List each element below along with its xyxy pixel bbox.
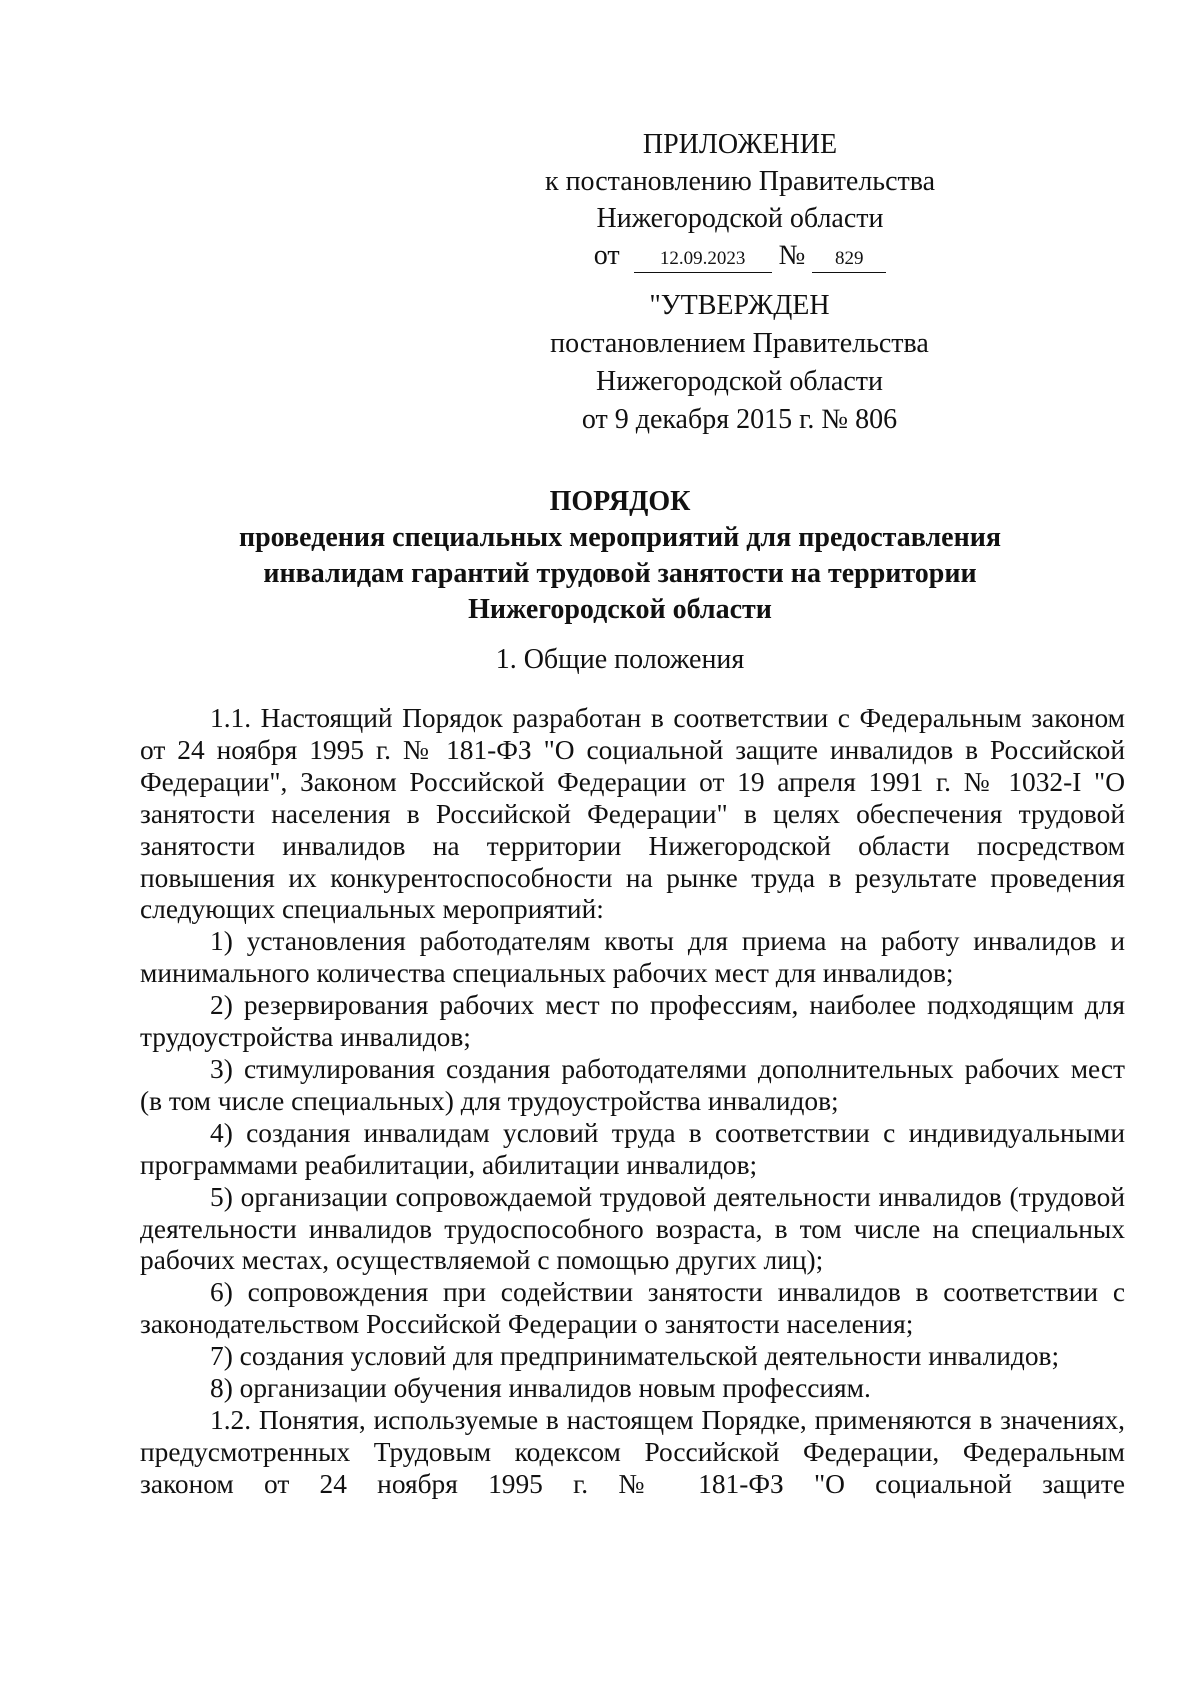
list-item-7: 7) создания условий для предпринимательской деятельности инвалидов;	[210, 1341, 1060, 1372]
title-subtitle-1: проведения специальных мероприятий для предоставления	[238, 522, 1002, 553]
title-subtitle-3: Нижегородской области	[468, 594, 772, 625]
annex-region-line: Нижегородской области	[596, 203, 884, 234]
paragraph-1-1: 1.1. Настоящий Порядок разработан в соответствии с Федеральным законом от 24 ноября 1995 г. № 181-ФЗ "О социальной защите инвалидов в Российской Федерации", Законом Российской Федерации от 19 апреля 1991 г. № 1032-I "О занятости населения в Российской Федерации" в целях обеспечения трудовой занятости инвалидов на территории Нижегородской области посредством повышения их конкурентоспособности на рынке труда в результате проведения следующих специальных мероприятий:	[140, 703, 1125, 925]
approved-title: "УТВЕРЖДЕН	[649, 290, 830, 321]
list-item-5: 5) организации сопровождаемой трудовой деятельности инвалидов (трудовой деятельности инвалидов трудоспособного возраста, в том числе на специальных рабочих местах, осуществляемой с помощью других лиц);	[140, 1181, 1125, 1276]
paragraph-1-2: 1.2. Понятия, используемые в настоящем Порядке, применяются в значениях, предусмотренных Трудовым кодексом Российской Федерации, Федеральным законом от 24 ноября 1995 г. № 181-ФЗ "О социальной защите	[140, 1404, 1125, 1499]
number-sign: №	[778, 240, 806, 271]
document-body	[140, 703, 1125, 1501]
list-item-3: 3) стимулирования создания работодателями дополнительных рабочих мест (в том числе специальных) для трудоустройства инвалидов;	[140, 1053, 1125, 1116]
title-subtitle-2: инвалидам гарантий трудовой занятости на территории	[263, 558, 977, 589]
list-item-2: 2) резервирования рабочих мест по профессиям, наиболее подходящим для трудоустройства инвалидов;	[140, 990, 1125, 1053]
annex-header	[540, 126, 940, 274]
section-heading: 1. Общие положения	[495, 644, 745, 675]
list-item-8: 8) организации обучения инвалидов новым профессиям.	[210, 1373, 871, 1404]
list-item-4: 4) создания инвалидам условий труда в соответствии с индивидуальными программами реабилитации, абилитации инвалидов;	[140, 1117, 1125, 1180]
list-item-6: 6) сопровождения при содействии занятости инвалидов в соответствии с законодательством Российской Федерации о занятости населения;	[140, 1277, 1125, 1340]
approval-stamp	[512, 287, 967, 439]
annex-date-line	[540, 237, 940, 274]
approved-line-2: постановлением Правительства	[550, 328, 929, 359]
list-item-1: 1) установления работодателям квоты для приема на работу инвалидов и минимального количества специальных рабочих мест для инвалидов;	[140, 926, 1125, 989]
approved-line-3: Нижегородской области	[595, 366, 884, 397]
date-prefix: от	[593, 240, 620, 271]
annex-title: ПРИЛОЖЕНИЕ	[642, 129, 838, 160]
resolution-date: 12.09.2023	[634, 246, 772, 273]
resolution-number: 829	[812, 246, 886, 273]
annex-resolution-line: к постановлению Правительства	[544, 166, 936, 197]
title-heading: ПОРЯДОК	[549, 486, 691, 517]
document-title	[140, 484, 1100, 628]
approved-line-4: от 9 декабря 2015 г. № 806	[581, 404, 898, 435]
